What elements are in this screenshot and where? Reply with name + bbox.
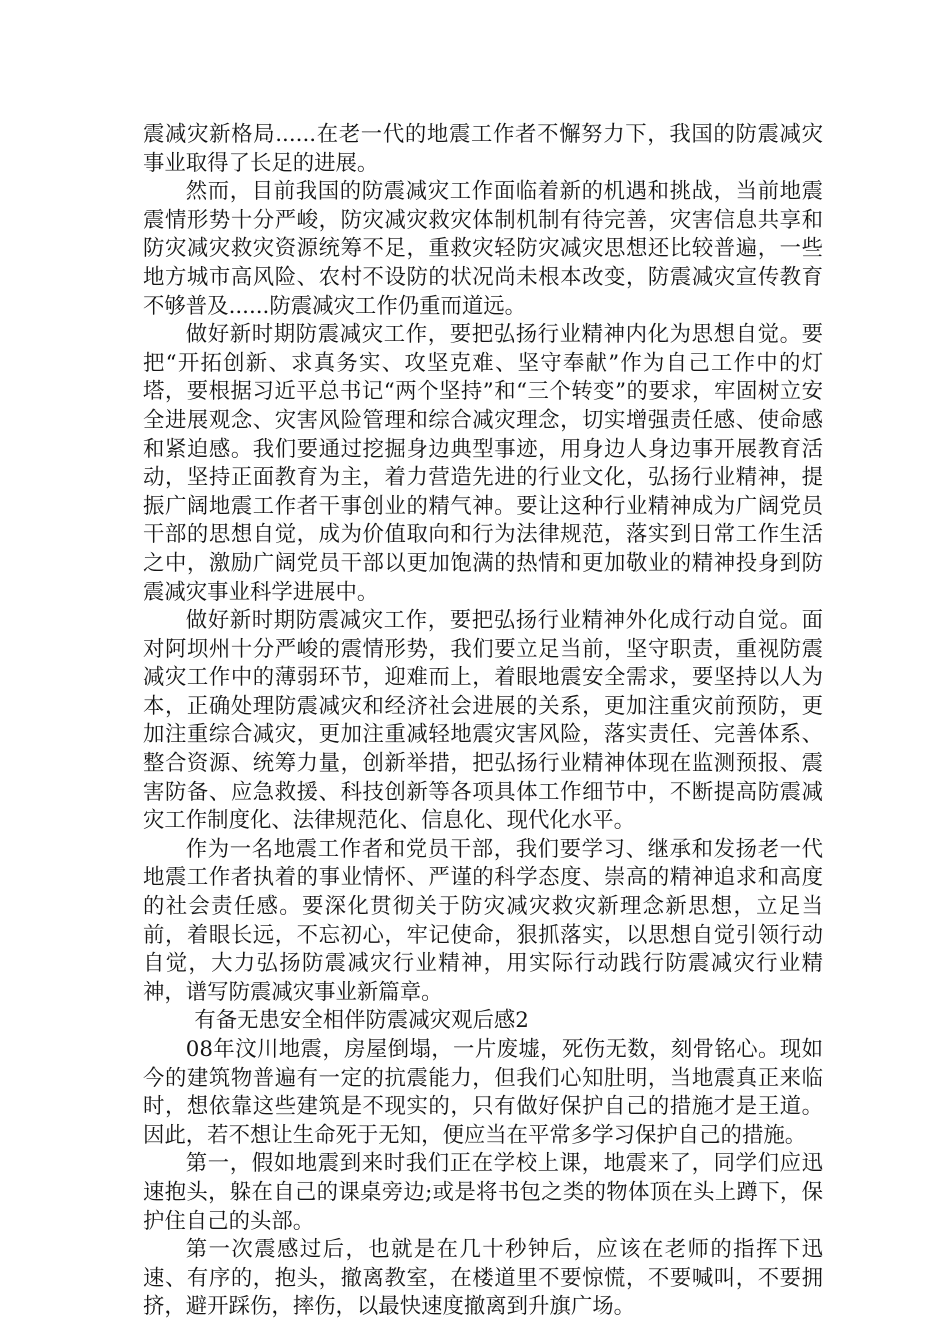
paragraph-2: 然而，目前我国的防震减灾工作面临着新的机遇和挑战，当前地震震情形势十分严峻，防灾减灾救灾体制机制有待完善，灾害信息共享和防灾减灾救灾资源统筹不足，重救灾轻防灾减灾思想还比较普遍，一些地方城市高风险、农村不设防的状况尚未根本改变，防震减灾宣传教育不够普及......防震减灾工作仍重而道远。 <box>143 179 823 319</box>
document-body <box>143 121 823 1322</box>
paragraph-1: 震减灾新格局......在老一代的地震工作者不懈努力下，我国的防震减灾事业取得了长足的进展。 <box>143 122 823 176</box>
paragraph-6: 08年汶川地震，房屋倒塌，一片废墟，死伤无数，刻骨铭心。现如今的建筑物普遍有一定的抗震能力，但我们心知肚明，当地震真正来临时，想依靠这些建筑是不现实的，只有做好保护自己的措施才是王道。因此，若不想让生命死于无知，便应当在平常多学习保护自己的措施。 <box>143 1037 823 1148</box>
paragraph-8: 第一次震感过后，也就是在几十秒钟后，应该在老师的指挥下迅速、有序的，抱头，撤离教室，在楼道里不要惊慌，不要喊叫，不要拥挤，避开踩伤，摔伤，以最快速度撤离到升旗广场。 <box>143 1237 823 1320</box>
paragraph-4: 做好新时期防震减灾工作，要把弘扬行业精神外化成行动自觉。面对阿坝州十分严峻的震情形势，我们要立足当前，坚守职责，重视防震减灾工作中的薄弱环节，迎难而上，着眼地震安全需求，要坚持以人为本，正确处理防震减灾和经济社会进展的关系，更加注重灾前预防，更加注重综合减灾，更加注重减轻地震灾害风险，落实责任、完善体系、整合资源、统筹力量，创新举措，把弘扬行业精神体现在监测预报、震害防备、应急救援、科技创新等各项具体工作细节中，不断提高防震减灾工作制度化、法律规范化、信息化、现代化水平。 <box>143 608 823 834</box>
paragraph-5: 作为一名地震工作者和党员干部，我们要学习、继承和发扬老一代地震工作者执着的事业情怀、严谨的科学态度、崇高的精神追求和高度的社会责任感。要深化贯彻关于防灾减灾救灾新理念新思想，立足当前，着眼长远，不忘初心，牢记使命，狠抓落实，以思想自觉引领行动自觉，大力弘扬防震减灾行业精神，用实际行动践行防震减灾行业精神，谱写防震减灾事业新篇章。 <box>143 836 823 1005</box>
section-title: 有备无患安全相伴防震减灾观后感2 <box>194 1008 529 1034</box>
paragraph-7: 第一，假如地震到来时我们正在学校上课，地震来了，同学们应迅速抱头，躲在自己的课桌旁边;或是将书包之类的物体顶在头上蹲下，保护住自己的头部。 <box>143 1151 823 1234</box>
paragraph-3: 做好新时期防震减灾工作，要把弘扬行业精神内化为思想自觉。要把“开拓创新、求真务实、攻坚克难、坚守奉献”作为自己工作中的灯塔，要根据习近平总书记“两个坚持”和“三个转变”的要求，牢固树立安全进展观念、灾害风险管理和综合减灾理念，切实增强责任感、使命感和紧迫感。我们要通过挖掘身边典型事迹，用身边人身边事开展教育活动，坚持正面教育为主，着力营造先进的行业文化，弘扬行业精神，提振广阔地震工作者干事创业的精气神。要让这种行业精神成为广阔党员干部的思想自觉，成为价值取向和行为法律规范，落实到日常工作生活之中，激励广阔党员干部以更加饱满的热情和更加敬业的精神投身到防震减灾事业科学进展中。 <box>143 322 823 605</box>
